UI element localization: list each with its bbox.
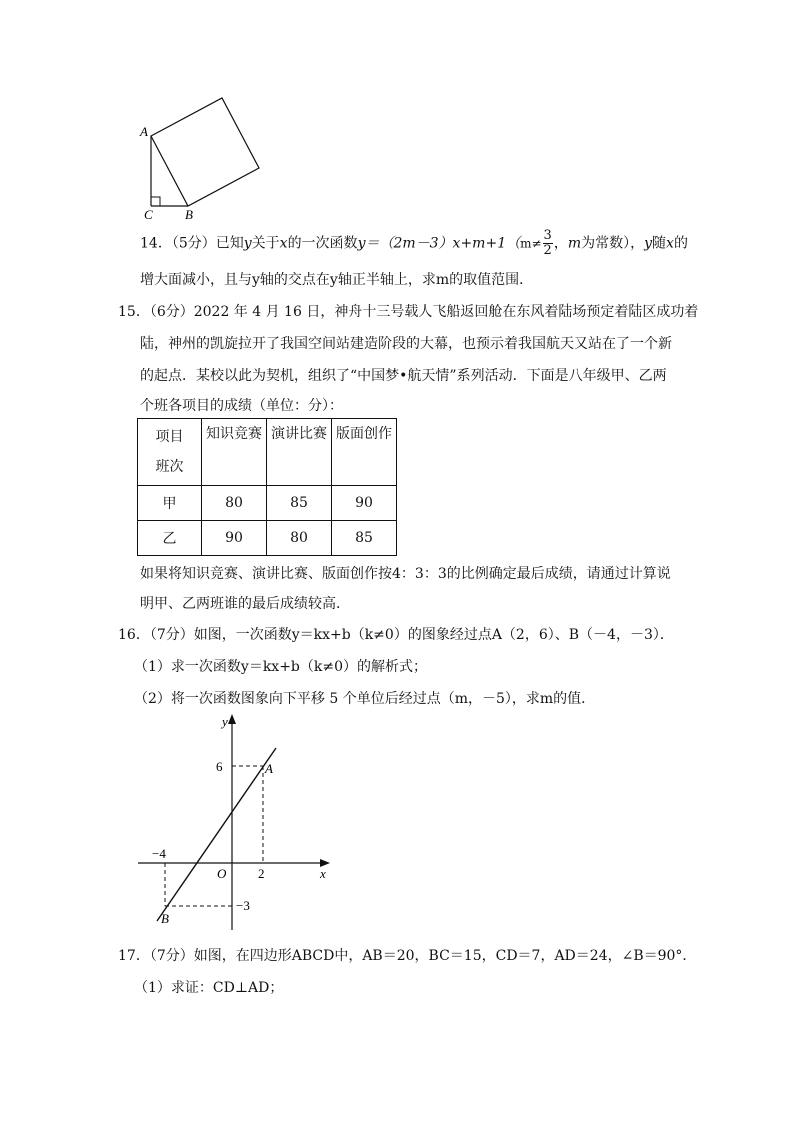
y-axis-arrow: [228, 714, 236, 724]
tick-label-neg4: −4: [152, 846, 166, 861]
label-x: x: [320, 866, 326, 881]
q14-line2: 增大面减小，且与y轴的交点在y轴正半轴上，求m的取值范围．: [140, 272, 534, 288]
table-cell: 90: [332, 486, 397, 521]
right-angle-mark: [151, 197, 160, 206]
label-a: A: [140, 124, 148, 139]
table-header-cell: 演讲比赛: [267, 419, 332, 486]
table-header-cell: 知识竞赛: [202, 419, 267, 486]
q15-line2: 陆，神州的凯旋拉开了我国空间站建造阶段的大幕，也预示着我国航天又站在了一个新: [140, 336, 672, 352]
table-row-name: 甲: [138, 486, 202, 521]
q17-sub1: （1）求证：CD⊥AD；: [134, 980, 284, 996]
q15-after1: 如果将知识竞赛、演讲比赛、版面创作按4：3：3的比例确定最后成绩，请通过计算说: [140, 566, 671, 582]
label-point-b: B: [161, 911, 169, 926]
label-y: y: [222, 714, 228, 729]
table-row: [138, 486, 397, 521]
label-b: B: [185, 207, 193, 222]
q14-line1: 14．（5分）已知y关于x的一次函数y＝（2m－3）x+m+1（m≠ $\frac{3}{2}$ ，m为常数），y随x的: [140, 228, 688, 258]
table-row: [138, 521, 397, 556]
tick-label-neg3: −3: [236, 898, 250, 913]
label-point-a: A: [265, 761, 273, 776]
scores-table: [137, 418, 397, 556]
square-shape: [151, 98, 259, 206]
coordinate-graph: [130, 710, 345, 935]
table-row-name: 乙: [138, 521, 202, 556]
tick-label-6: 6: [216, 759, 223, 774]
table-cell: 80: [202, 486, 267, 521]
q16-sub1: （1）求一次函数y＝kx+b（k≠0）的解析式；: [134, 659, 428, 675]
label-origin: O: [217, 866, 227, 881]
table-cell: 80: [267, 521, 332, 556]
q17-line1: 17．（7分）如图，在四边形ABCD中，AB＝20，BC＝15，CD＝7，AD＝24，∠B＝90°．: [118, 948, 697, 964]
fraction-3-2: $\frac{3}{2}$: [543, 228, 552, 258]
square-triangle-figure: [130, 90, 280, 225]
q15-line4: 个班各项目的成绩（单位：分）：: [140, 398, 343, 414]
q16-line1: 16．（7分）如图，一次函数y＝kx+b（k≠0）的图象经过点A（2，6）、B（－4，－3）．: [118, 627, 674, 643]
table-cell: 90: [202, 521, 267, 556]
label-c: C: [144, 207, 153, 222]
table-cell: 85: [332, 521, 397, 556]
q15-after2: 明甲、乙两班谁的最后成绩较高．: [140, 596, 350, 612]
table-header-row: [138, 419, 397, 486]
table-header-cell: 版面创作: [332, 419, 397, 486]
q15-line1: 15．（6分）2022 年 4 月 16 日，神舟十三号载人飞船返回舱在东风着陆场预定着陆区成功着: [118, 304, 699, 320]
table-corner-cell: 项目 班次: [138, 419, 202, 486]
table-cell: 85: [267, 486, 332, 521]
q16-sub2: （2）将一次函数图象向下平移 5 个单位后经过点（m，－5），求m的值．: [134, 691, 596, 707]
q15-line3: 的起点．某校以此为契机，组织了“中国梦•航天情”系列活动．下面是八年级甲、乙两: [140, 368, 667, 384]
tick-label-2: 2: [258, 866, 265, 881]
